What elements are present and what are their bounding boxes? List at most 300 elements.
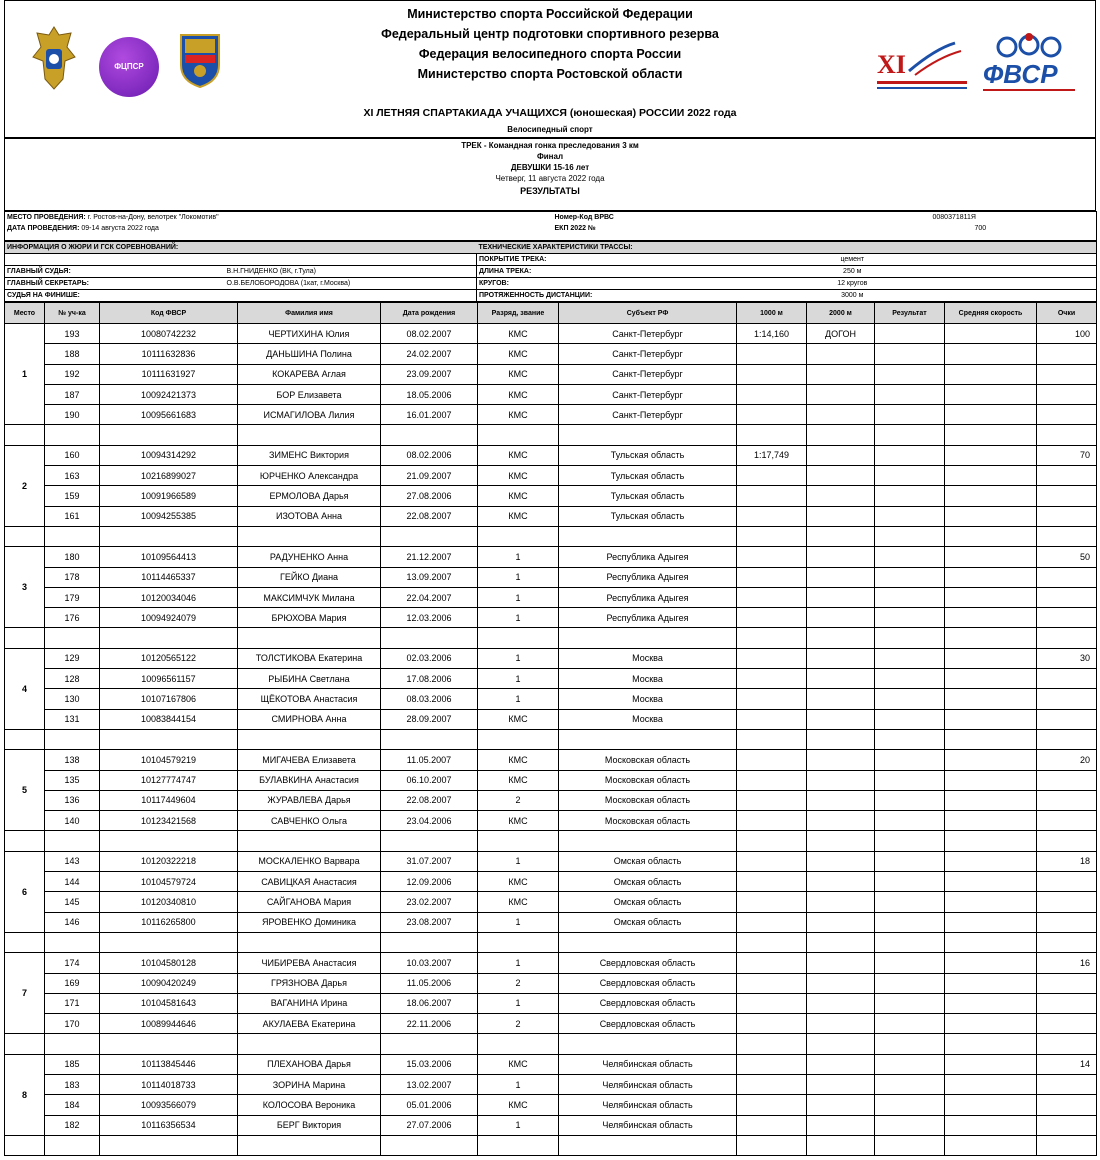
cell-points	[1037, 892, 1097, 912]
cell-code: 10120322218	[100, 851, 238, 871]
cell-1000m	[737, 790, 807, 810]
cell-code: 10114465337	[100, 567, 238, 587]
cell-code: 10091966589	[100, 486, 238, 506]
team-separator-row	[5, 932, 1097, 952]
cell-result	[875, 953, 945, 973]
cell-rank: КМС	[478, 344, 559, 364]
cell-code: 10111632836	[100, 344, 238, 364]
fcpsr-logo: ФЦПСР	[99, 37, 159, 97]
cell-birthdate: 31.07.2007	[381, 851, 478, 871]
cell-2000m	[807, 750, 875, 770]
cell-avg-speed	[945, 689, 1037, 709]
cell-rank: 1	[478, 608, 559, 628]
cell-name: САВЧЕНКО Ольга	[238, 811, 381, 831]
cell-2000m	[807, 953, 875, 973]
cell-name: САЙГАНОВА Мария	[238, 892, 381, 912]
table-row	[5, 1095, 1097, 1115]
cell-result	[875, 405, 945, 425]
cell-bib: 138	[45, 750, 100, 770]
cell-birthdate: 12.09.2006	[381, 872, 478, 892]
cell-result	[875, 669, 945, 689]
cell-region: Санкт-Петербург	[559, 364, 737, 384]
cell-region: Московская область	[559, 790, 737, 810]
cell-points: 18	[1037, 851, 1097, 871]
cell-birthdate: 12.03.2006	[381, 608, 478, 628]
cell-bib: 180	[45, 547, 100, 567]
cell-name: КОЛОСОВА Вероника	[238, 1095, 381, 1115]
cell-2000m	[807, 587, 875, 607]
cell-avg-speed	[945, 993, 1037, 1013]
table-row	[5, 790, 1097, 810]
cell-rank: 1	[478, 689, 559, 709]
category: ДЕВУШКИ 15-16 лет	[510, 163, 590, 172]
cell-birthdate: 18.06.2007	[381, 993, 478, 1013]
table-row	[5, 364, 1097, 384]
cell-1000m	[737, 405, 807, 425]
col-bib: № уч-ка	[45, 303, 100, 324]
cell-bib: 185	[45, 1054, 100, 1074]
event-block	[4, 137, 1096, 211]
cell-1000m	[737, 1115, 807, 1135]
cell-result	[875, 648, 945, 668]
cell-name: ЗОРИНА Марина	[238, 1074, 381, 1094]
col-code: Код ФВСР	[100, 303, 238, 324]
distance-value: 3000 м	[807, 290, 1097, 302]
cell-name: ИЗОТОВА Анна	[238, 506, 381, 526]
cell-region: Тульская область	[559, 445, 737, 465]
cell-avg-speed	[945, 486, 1037, 506]
cell-1000m	[737, 384, 807, 404]
col-rank: Разряд, звание	[478, 303, 559, 324]
cell-1000m	[737, 669, 807, 689]
cell-result	[875, 1115, 945, 1135]
cell-rank: КМС	[478, 506, 559, 526]
cell-region: Республика Адыгея	[559, 587, 737, 607]
cell-rank: КМС	[478, 384, 559, 404]
cell-rank: КМС	[478, 486, 559, 506]
cell-name: ТОЛСТИКОВА Екатерина	[238, 648, 381, 668]
cell-bib: 144	[45, 872, 100, 892]
cell-bib: 192	[45, 364, 100, 384]
col-points: Очки	[1037, 303, 1097, 324]
cell-name: ВАГАНИНА Ирина	[238, 993, 381, 1013]
cell-bib: 176	[45, 608, 100, 628]
cell-points	[1037, 811, 1097, 831]
cell-result	[875, 445, 945, 465]
cell-birthdate: 22.08.2007	[381, 506, 478, 526]
cell-region: Омская область	[559, 912, 737, 932]
cell-2000m	[807, 466, 875, 486]
cell-points: 30	[1037, 648, 1097, 668]
cell-code: 10094255385	[100, 506, 238, 526]
cell-bib: 136	[45, 790, 100, 810]
cell-result	[875, 384, 945, 404]
cell-2000m	[807, 384, 875, 404]
cell-rank: 1	[478, 567, 559, 587]
col-1000m: 1000 м	[737, 303, 807, 324]
header-line-3: Федерация велосипедного спорта России	[418, 47, 682, 61]
cell-birthdate: 23.04.2006	[381, 811, 478, 831]
cell-1000m	[737, 973, 807, 993]
cell-birthdate: 11.05.2007	[381, 750, 478, 770]
cell-name: БУЛАВКИНА Анастасия	[238, 770, 381, 790]
competition-title: XI ЛЕТНЯЯ СПАРТАКИАДА УЧАЩИХСЯ (юношеская) РОССИИ 2022 года	[363, 107, 737, 119]
cell-birthdate: 23.09.2007	[381, 364, 478, 384]
cell-birthdate: 22.04.2007	[381, 587, 478, 607]
cell-region: Тульская область	[559, 506, 737, 526]
cell-name: ЧЕРТИХИНА Юлия	[238, 324, 381, 344]
cell-avg-speed	[945, 547, 1037, 567]
cell-result	[875, 344, 945, 364]
cell-code: 10117449604	[100, 790, 238, 810]
cell-1000m	[737, 506, 807, 526]
surface-value: цемент	[807, 254, 1097, 266]
document-header	[4, 0, 1096, 137]
cell-code: 10120034046	[100, 587, 238, 607]
cell-name: БЕРГ Виктория	[238, 1115, 381, 1135]
table-row	[5, 445, 1097, 465]
cell-result	[875, 1054, 945, 1074]
vrvs-value: 0080371811Я	[932, 214, 976, 221]
chief-judge-label: ГЛАВНЫЙ СУДЬЯ:	[7, 268, 71, 275]
col-name: Фамилия имя	[238, 303, 381, 324]
venue-info	[4, 211, 1097, 241]
cell-result	[875, 892, 945, 912]
cell-2000m	[807, 445, 875, 465]
header-line-2: Федеральный центр подготовки спортивного резерва	[381, 27, 719, 41]
cell-name: САВИЦКАЯ Анастасия	[238, 872, 381, 892]
cell-code: 10216899027	[100, 466, 238, 486]
cell-points	[1037, 466, 1097, 486]
cell-result	[875, 324, 945, 344]
cell-points	[1037, 1095, 1097, 1115]
table-row	[5, 669, 1097, 689]
cell-birthdate: 06.10.2007	[381, 770, 478, 790]
cell-code: 10095661683	[100, 405, 238, 425]
cell-2000m	[807, 648, 875, 668]
cell-region: Москва	[559, 709, 737, 729]
cell-name: КОКАРЕВА Аглая	[238, 364, 381, 384]
table-row	[5, 608, 1097, 628]
cell-code: 10104581643	[100, 993, 238, 1013]
cell-2000m	[807, 344, 875, 364]
cell-2000m: ДОГОН	[807, 324, 875, 344]
cell-bib: 135	[45, 770, 100, 790]
cell-2000m	[807, 1014, 875, 1034]
cell-rank: КМС	[478, 324, 559, 344]
cell-bib: 131	[45, 709, 100, 729]
cell-1000m	[737, 953, 807, 973]
cell-region: Омская область	[559, 892, 737, 912]
distance-label: ПРОТЯЖЕННОСТЬ ДИСТАНЦИИ:	[479, 292, 593, 299]
cell-region: Московская область	[559, 750, 737, 770]
cell-points	[1037, 709, 1097, 729]
cell-rank: 1	[478, 547, 559, 567]
cell-birthdate: 11.05.2006	[381, 973, 478, 993]
cell-points	[1037, 486, 1097, 506]
cell-code: 10107167806	[100, 689, 238, 709]
cell-region: Свердловская область	[559, 953, 737, 973]
cell-result	[875, 709, 945, 729]
cell-bib: 130	[45, 689, 100, 709]
cell-points	[1037, 1014, 1097, 1034]
cell-points	[1037, 872, 1097, 892]
cell-rank: КМС	[478, 1054, 559, 1074]
cell-2000m	[807, 1095, 875, 1115]
cell-2000m	[807, 608, 875, 628]
cell-1000m	[737, 1014, 807, 1034]
table-row	[5, 405, 1097, 425]
table-row	[5, 770, 1097, 790]
cell-points	[1037, 384, 1097, 404]
cell-region: Московская область	[559, 770, 737, 790]
cell-2000m	[807, 770, 875, 790]
cell-birthdate: 27.08.2006	[381, 486, 478, 506]
cell-bib: 129	[45, 648, 100, 668]
team-place: 7	[5, 953, 45, 1034]
cell-name: СМИРНОВА Анна	[238, 709, 381, 729]
cell-bib: 161	[45, 506, 100, 526]
cell-avg-speed	[945, 790, 1037, 810]
cell-region: Московская область	[559, 811, 737, 831]
cell-birthdate: 23.02.2007	[381, 892, 478, 912]
cell-code: 10093566079	[100, 1095, 238, 1115]
cell-birthdate: 16.01.2007	[381, 405, 478, 425]
cell-bib: 184	[45, 1095, 100, 1115]
cell-result	[875, 790, 945, 810]
cell-name: ЮРЧЕНКО Александра	[238, 466, 381, 486]
cell-avg-speed	[945, 669, 1037, 689]
cell-2000m	[807, 364, 875, 384]
cell-code: 10104579724	[100, 872, 238, 892]
table-row	[5, 851, 1097, 871]
cell-1000m	[737, 466, 807, 486]
cell-birthdate: 22.11.2006	[381, 1014, 478, 1034]
cell-avg-speed	[945, 344, 1037, 364]
cell-code: 10083844154	[100, 709, 238, 729]
table-row	[5, 953, 1097, 973]
cell-bib: 178	[45, 567, 100, 587]
cell-name: МАКСИМЧУК Милана	[238, 587, 381, 607]
cell-points	[1037, 587, 1097, 607]
cell-code: 10096561157	[100, 669, 238, 689]
team-place: 5	[5, 750, 45, 831]
cell-result	[875, 567, 945, 587]
cell-2000m	[807, 547, 875, 567]
cell-rank: 1	[478, 851, 559, 871]
cell-birthdate: 27.07.2006	[381, 1115, 478, 1135]
cell-1000m	[737, 750, 807, 770]
cell-rank: КМС	[478, 709, 559, 729]
cell-region: Москва	[559, 648, 737, 668]
cell-code: 10109564413	[100, 547, 238, 567]
jury-header: ИНФОРМАЦИЯ О ЖЮРИ И ГСК СОРЕВНОВАНИЙ:	[5, 242, 477, 254]
cell-rank: КМС	[478, 1095, 559, 1115]
cell-result	[875, 1014, 945, 1034]
cell-points	[1037, 567, 1097, 587]
cell-code: 10120565122	[100, 648, 238, 668]
cell-result	[875, 811, 945, 831]
cell-bib: 182	[45, 1115, 100, 1135]
cell-2000m	[807, 872, 875, 892]
cell-bib: 128	[45, 669, 100, 689]
col-result: Результат	[875, 303, 945, 324]
cell-code: 10092421373	[100, 384, 238, 404]
cell-bib: 171	[45, 993, 100, 1013]
cell-bib: 159	[45, 486, 100, 506]
cell-code: 10116356534	[100, 1115, 238, 1135]
cell-2000m	[807, 669, 875, 689]
cell-result	[875, 506, 945, 526]
cell-result	[875, 547, 945, 567]
cell-2000m	[807, 1074, 875, 1094]
cell-name: ЩЁКОТОВА Анастасия	[238, 689, 381, 709]
table-row	[5, 811, 1097, 831]
cell-code: 10123421568	[100, 811, 238, 831]
cell-points	[1037, 344, 1097, 364]
cell-bib: 143	[45, 851, 100, 871]
cell-bib: 163	[45, 466, 100, 486]
cell-avg-speed	[945, 973, 1037, 993]
table-row	[5, 466, 1097, 486]
place-label: МЕСТО ПРОВЕДЕНИЯ:	[7, 214, 86, 221]
table-row	[5, 709, 1097, 729]
cell-1000m	[737, 1074, 807, 1094]
cell-birthdate: 23.08.2007	[381, 912, 478, 932]
cell-name: ЯРОВЕНКО Доминика	[238, 912, 381, 932]
cell-points	[1037, 608, 1097, 628]
cell-result	[875, 364, 945, 384]
cell-name: БОР Елизавета	[238, 384, 381, 404]
cell-rank: КМС	[478, 750, 559, 770]
cell-name: ГРЯЗНОВА Дарья	[238, 973, 381, 993]
col-2000m: 2000 м	[807, 303, 875, 324]
cell-2000m	[807, 1115, 875, 1135]
sport-name: Велосипедный спорт	[507, 125, 593, 134]
cell-1000m	[737, 364, 807, 384]
cell-1000m	[737, 811, 807, 831]
cell-avg-speed	[945, 364, 1037, 384]
cell-birthdate: 28.09.2007	[381, 709, 478, 729]
length-label: ДЛИНА ТРЕКА:	[479, 268, 532, 275]
cell-region: Москва	[559, 669, 737, 689]
cell-rank: КМС	[478, 892, 559, 912]
event-date: Четверг, 11 августа 2022 года	[495, 174, 605, 183]
cell-code: 10080742232	[100, 324, 238, 344]
cell-name: ЧИБИРЕВА Анастасия	[238, 953, 381, 973]
cell-rank: 1	[478, 912, 559, 932]
cell-1000m	[737, 993, 807, 1013]
cell-result	[875, 770, 945, 790]
cell-code: 10127774747	[100, 770, 238, 790]
cell-1000m	[737, 344, 807, 364]
cell-rank: 1	[478, 587, 559, 607]
cell-avg-speed	[945, 445, 1037, 465]
cell-birthdate: 15.03.2006	[381, 1054, 478, 1074]
cell-code: 10094924079	[100, 608, 238, 628]
ekp-value: 700	[974, 225, 987, 232]
cell-points: 70	[1037, 445, 1097, 465]
cell-result	[875, 993, 945, 1013]
cell-avg-speed	[945, 1014, 1037, 1034]
cell-avg-speed	[945, 587, 1037, 607]
cell-result	[875, 1074, 945, 1094]
cell-name: МИГАЧЕВА Елизавета	[238, 750, 381, 770]
cell-rank: 1	[478, 953, 559, 973]
cell-birthdate: 13.02.2007	[381, 1074, 478, 1094]
cell-code: 10120340810	[100, 892, 238, 912]
cell-1000m	[737, 872, 807, 892]
cell-birthdate: 22.08.2007	[381, 790, 478, 810]
cell-bib: 188	[45, 344, 100, 364]
col-avg-speed: Средняя скорость	[945, 303, 1037, 324]
cell-result	[875, 689, 945, 709]
cell-1000m	[737, 770, 807, 790]
table-row	[5, 587, 1097, 607]
cell-avg-speed	[945, 1115, 1037, 1135]
cell-avg-speed	[945, 466, 1037, 486]
cell-name: ДАНЬШИНА Полина	[238, 344, 381, 364]
table-row	[5, 993, 1097, 1013]
cell-region: Республика Адыгея	[559, 547, 737, 567]
cell-region: Челябинская область	[559, 1054, 737, 1074]
cell-2000m	[807, 689, 875, 709]
jury-info	[4, 241, 1097, 302]
cell-1000m	[737, 1054, 807, 1074]
team-separator-row	[5, 831, 1097, 851]
cell-points	[1037, 770, 1097, 790]
results-label: РЕЗУЛЬТАТЫ	[520, 186, 580, 196]
cell-region: Республика Адыгея	[559, 608, 737, 628]
cell-name: ЗИМЕНС Виктория	[238, 445, 381, 465]
cell-1000m: 1:17,749	[737, 445, 807, 465]
table-row	[5, 892, 1097, 912]
ekp-label: ЕКП 2022 №	[554, 225, 596, 232]
cell-points	[1037, 973, 1097, 993]
cell-result	[875, 486, 945, 506]
cell-region: Челябинская область	[559, 1095, 737, 1115]
cell-rank: 1	[478, 669, 559, 689]
cell-points	[1037, 993, 1097, 1013]
length-value: 250 м	[807, 266, 1097, 278]
cell-rank: 2	[478, 1014, 559, 1034]
cell-points	[1037, 669, 1097, 689]
cell-birthdate: 17.08.2006	[381, 669, 478, 689]
cell-region: Тульская область	[559, 486, 737, 506]
cell-code: 10116265800	[100, 912, 238, 932]
cell-2000m	[807, 811, 875, 831]
cell-region: Санкт-Петербург	[559, 344, 737, 364]
cell-bib: 170	[45, 1014, 100, 1034]
cell-rank: 2	[478, 973, 559, 993]
col-birthdate: Дата рождения	[381, 303, 478, 324]
cell-bib: 187	[45, 384, 100, 404]
place-value: г. Ростов-на-Дону, велотрек "Локомотив"	[87, 214, 219, 221]
laps-value: 12 кругов	[807, 278, 1097, 290]
cell-rank: 1	[478, 993, 559, 1013]
cell-result	[875, 587, 945, 607]
tech-header: ТЕХНИЧЕСКИЕ ХАРАКТЕРИСТИКИ ТРАССЫ:	[477, 242, 1097, 254]
cell-points: 50	[1037, 547, 1097, 567]
cell-region: Санкт-Петербург	[559, 405, 737, 425]
spartakiad-logo	[875, 39, 971, 95]
cell-points	[1037, 405, 1097, 425]
table-row	[5, 384, 1097, 404]
cell-name: ПЛЕХАНОВА Дарья	[238, 1054, 381, 1074]
cell-points	[1037, 912, 1097, 932]
team-separator-row	[5, 425, 1097, 445]
cell-region: Свердловская область	[559, 973, 737, 993]
